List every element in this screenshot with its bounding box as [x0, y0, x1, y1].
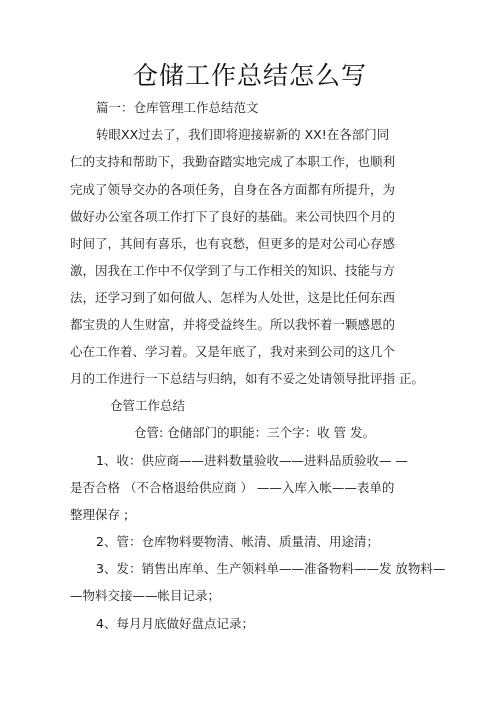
list-item: 4、每月月底做好盘点记录； — [96, 616, 254, 631]
list-intro: 仓管: 仓储部门的职能：三个字：收 管 发。 — [134, 425, 376, 440]
paragraph-line: 完成了领导交办的各项任务，自身在各方面都有所提升，为 — [70, 182, 396, 197]
paragraph-line: 激，因我在工作中不仅学到了与工作相关的知识、技能与方 — [70, 263, 396, 278]
paragraph-line: 都宝贵的人生财富，并将受益终生。所以我怀着一颗感恩的 — [70, 317, 396, 332]
paragraph-line: 做好办公室各项工作打下了良好的基础。来公司快四个月的 — [70, 209, 396, 224]
section-heading-1: 篇一：仓库管理工作总结范文 — [96, 100, 259, 115]
paragraph-line: 时间了，其间有喜乐，也有哀愁，但更多的是对公司心存感 — [70, 236, 396, 251]
list-item-continued: 整理保存 ; — [70, 507, 129, 522]
list-item: 3、发：销售出库单、生产领料单——准备物料——发 放物料— — [96, 561, 446, 576]
paragraph-line: 心在工作着、学习着。又是年底了，我对来到公司的这几个 — [70, 344, 396, 359]
document-title: 仓储工作总结怎么写 — [132, 61, 367, 90]
list-item-continued: —物料交接——帐目记录； — [70, 588, 221, 603]
paragraph-line: 仁的支持和帮助下，我勤奋踏实地完成了本职工作，也顺利 — [70, 154, 396, 169]
list-item: 2、管：仓库物料要物清、帐清、质量清、用途清； — [96, 534, 379, 549]
list-item-continued: 是否合格 （不合格退给供应商 ） ——入库入帐——表单的 — [70, 480, 395, 495]
list-item: 1、收：供应商——进料数量验收——进料品质验收— — — [96, 453, 408, 468]
section-heading-2: 仓管工作总结 — [110, 398, 186, 413]
paragraph-line: 月的工作进行一下总结与归纳，如有不妥之处请领导批评指 正。 — [70, 371, 424, 386]
paragraph-line: 法，还学习到了如何做人、怎样为人处世，这是比任何东西 — [70, 290, 396, 305]
paragraph-line: 转眼XX过去了，我们即将迎接崭新的 XX!在各部门同 — [96, 127, 390, 142]
